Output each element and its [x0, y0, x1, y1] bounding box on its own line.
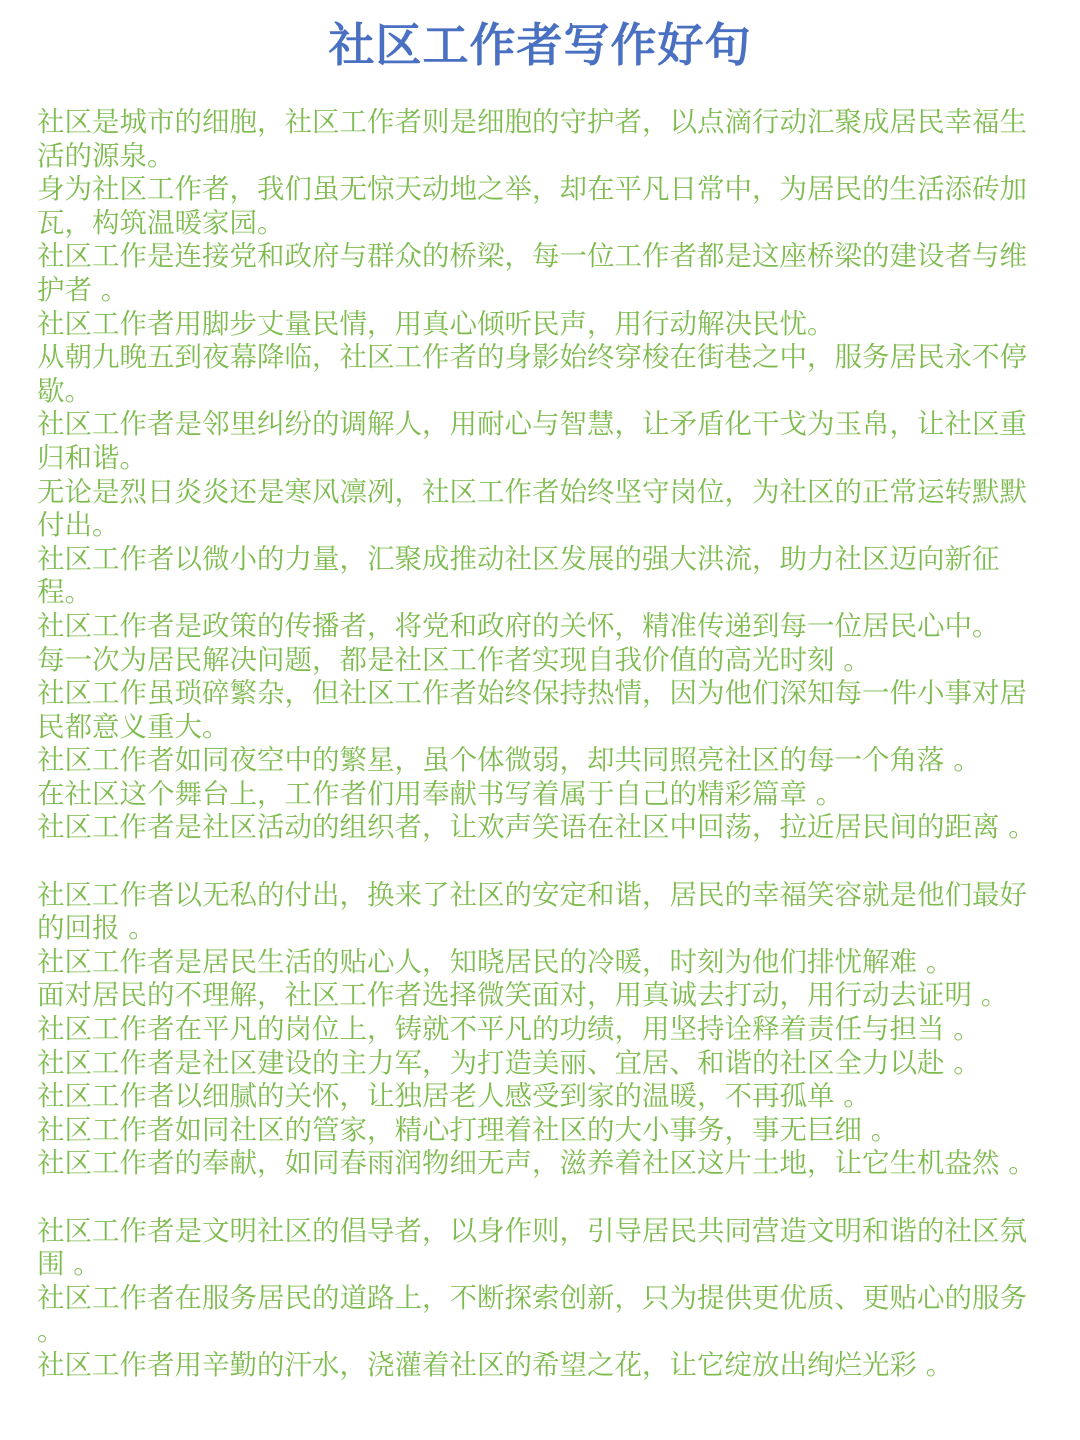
- sentence-list: [37, 106, 1042, 1383]
- sentence-group-2: [37, 879, 1042, 1181]
- sentence: 社区工作者在平凡的岗位上，铸就不平凡的功绩，用坚持诠释着责任与担当 。: [37, 1013, 981, 1046]
- sentence: 社区工作者如同社区的管家，精心打理着社区的大小事务，事无巨细 。: [37, 1113, 899, 1146]
- sentence: 社区工作者在服务居民的道路上，不断探索创新，只为提供更优质、更贴心的服务 。: [37, 1281, 1036, 1348]
- sentence: 每一次为居民解决问题，都是社区工作者实现自我价值的高光时刻 。: [37, 643, 871, 676]
- sentence: 社区工作虽琐碎繁杂，但社区工作者始终保持热情，因为他们深知每一件小事对居民都意义重大。: [37, 677, 1027, 743]
- sentence: 社区工作者的奉献，如同春雨润物细无声，滋养着社区这片土地，让它生机盎然 。: [37, 1147, 1036, 1180]
- sentence: 社区是城市的细胞，社区工作者则是细胞的守护者，以点滴行动汇聚成居民幸福生活的源泉。: [37, 106, 1027, 172]
- sentence: 社区工作者用辛勤的汗水，浇灌着社区的希望之花，让它绽放出绚烂光彩 。: [37, 1348, 954, 1381]
- sentence: 社区工作者是邻里纠纷的调解人，用耐心与智慧，让矛盾化干戈为玉帛，让社区重归和谐。: [37, 408, 1027, 474]
- sentence: 社区工作是连接党和政府与群众的桥梁，每一位工作者都是这座桥梁的建设者与维护者 。: [37, 240, 1027, 306]
- sentence: 社区工作者如同夜空中的繁星，虽个体微弱，却共同照亮社区的每一个角落 。: [37, 744, 981, 777]
- sentence: 社区工作者是文明社区的倡导者，以身作则，引导居民共同营造文明和谐的社区氛围 。: [37, 1214, 1027, 1281]
- sentence: 社区工作者以微小的力量，汇聚成推动社区发展的强大洪流，助力社区迈向新征程。: [37, 542, 1000, 609]
- sentence-group-3: [37, 1215, 1042, 1383]
- sentence: 面对居民的不理解，社区工作者选择微笑面对，用真诚去打动，用行动去证明 。: [37, 979, 1009, 1012]
- sentence: 无论是烈日炎炎还是寒风凛冽，社区工作者始终坚守岗位，为社区的正常运转默默付出。: [37, 475, 1027, 542]
- sentence: 在社区这个舞台上，工作者们用奉献书写着属于自己的精彩篇章 。: [37, 777, 844, 810]
- sentence-group-1: [37, 106, 1042, 845]
- sentence: 社区工作者是社区活动的组织者，让欢声笑语在社区中回荡，拉近居民间的距离 。: [37, 811, 1036, 844]
- sentence: 社区工作者是社区建设的主力军，为打造美丽、宜居、和谐的社区全力以赴 。: [37, 1046, 981, 1079]
- sentence: 社区工作者用脚步丈量民情，用真心倾听民声，用行动解决民忧。: [37, 307, 835, 340]
- sentence: 身为社区工作者，我们虽无惊天动地之举，却在平凡日常中，为居民的生活添砖加瓦，构筑温暖家园。: [37, 173, 1027, 239]
- sentence: 社区工作者以无私的付出，换来了社区的安定和谐，居民的幸福笑容就是他们最好的回报 。: [37, 878, 1027, 945]
- page-title: 社区工作者写作好句: [328, 18, 752, 72]
- sentence: 社区工作者是居民生活的贴心人，知晓居民的冷暖，时刻为他们排忧解难 。: [37, 945, 954, 978]
- sentence: 从朝九晚五到夜幕降临，社区工作者的身影始终穿梭在街巷之中，服务居民永不停歇。: [37, 341, 1027, 407]
- sentence: 社区工作者以细腻的关怀，让独居老人感受到家的温暖，不再孤单 。: [37, 1080, 871, 1113]
- sentence: 社区工作者是政策的传播者，将党和政府的关怀，精准传递到每一位居民心中。: [37, 609, 1000, 642]
